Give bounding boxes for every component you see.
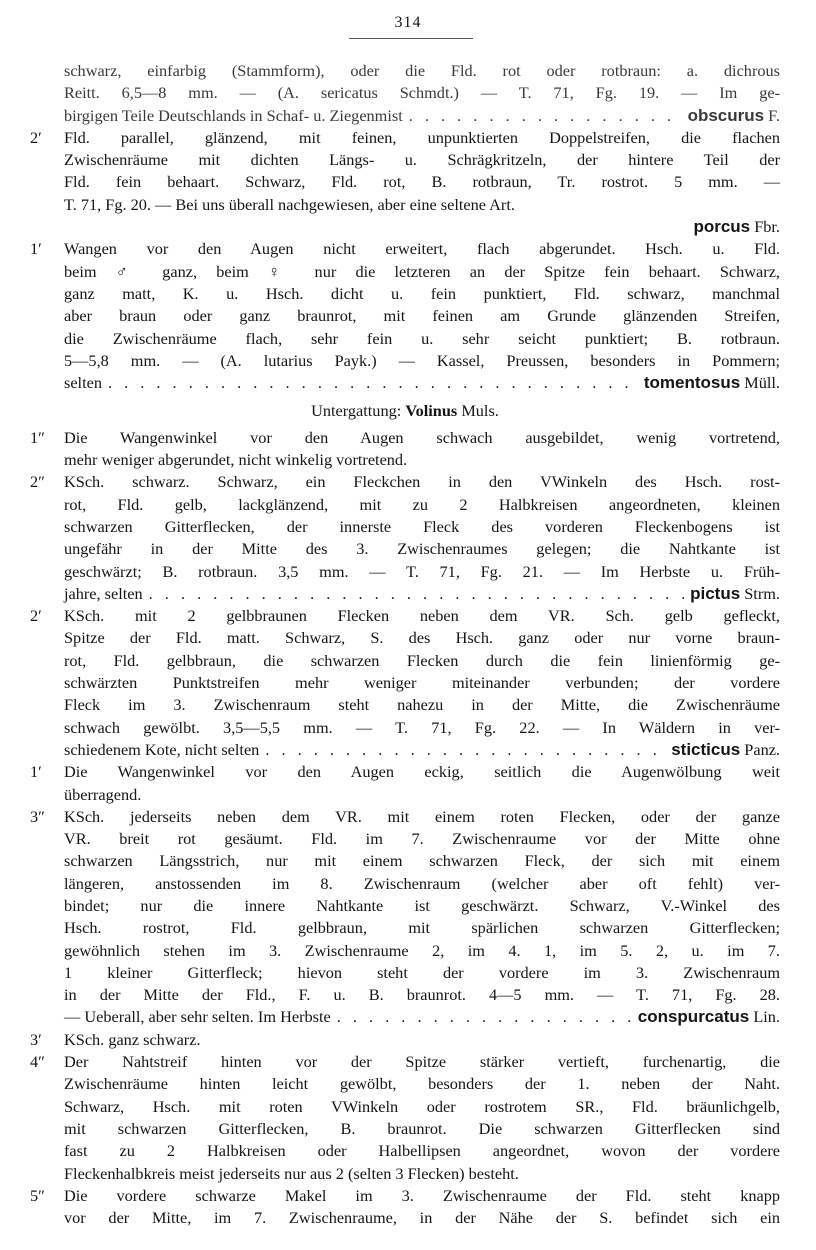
text-line: — Ueberall, aber sehr selten. Im Herbste [64, 1007, 331, 1027]
subgenus-prefix: Untergattung: [311, 401, 402, 421]
text-line: vor der Mitte, im 7. Zwischenraume, in der Nähe der S. befindet sich ein [64, 1208, 780, 1228]
key-entry [30, 471, 780, 605]
species-name: sticticus [671, 739, 741, 759]
leader-dots [409, 105, 682, 127]
species-line [64, 583, 780, 605]
key-mark: 3″ [30, 806, 45, 826]
text-line: Der Nahtstreif hinten vor der Spitze stärker vertieft, furchenartig, die [64, 1052, 780, 1072]
text-line: Reitt. 6,5—8 mm. — (A. sericatus Schmdt.) — T. 71, Fg. 19. — Im ge- [64, 83, 780, 103]
text-line: Zwischenräume mit dichten Längs- u. Schrägkritzeln, der hintere Teil der [64, 150, 780, 170]
text-line: Hsch. rostrot, Fld. gelbbraun, mit spärlichen schwarzen Gitterflecken; [64, 918, 780, 938]
species-author: Lin. [753, 1007, 780, 1027]
species-line [64, 372, 780, 394]
text-line: beim ♂ ganz, beim ♀ nur die letzteren an der Spitze fein behaart. Schwarz, [64, 261, 780, 281]
text-line: KSch. mit 2 gelbbraunen Flecken neben dem VR. Sch. gelb gefleckt, [64, 606, 780, 626]
text-line: bindet; nur die innere Nahtkante ist geschwärzt. Schwarz, V.-Winkel des [64, 895, 780, 915]
key-entry [30, 1051, 780, 1185]
text-line: mit schwarzen Gitterflecken, B. braunrot. Die schwarzen Gitterflecken sind [64, 1118, 780, 1138]
key-entry [30, 806, 780, 1029]
key-mark: 1′ [30, 762, 42, 782]
text-line: selten [64, 373, 102, 393]
species-line [64, 216, 780, 238]
key-mark: 1″ [30, 427, 45, 447]
species-author: F. [768, 105, 780, 125]
text-line: Fld. parallel, glänzend, mit feinen, unpunktierten Doppelstreifen, die flachen [64, 127, 780, 147]
text-line: geschwärzt; B. rotbraun. 3,5 mm. — T. 71, Fg. 21. — Im Herbste u. Früh- [64, 561, 780, 581]
text-line: VR. breit rot gesäumt. Fld. im 7. Zwischenraume vor der Mitte ohne [64, 829, 780, 849]
species-author: Panz. [744, 739, 780, 759]
key-mark: 2′ [30, 606, 42, 626]
key-entry [30, 605, 780, 761]
text-line: gewöhnlich stehen im 3. Zwischenraume 2, im 4. 1, im 5. 2, u. im 7. [64, 940, 780, 960]
top-continuation [30, 60, 780, 127]
species-name: conspurcatus [637, 1007, 750, 1027]
species-line [64, 739, 780, 761]
text-line: schwarzen Längsstrich, nur mit einem schwarzen Fleck, der sich mit einem [64, 851, 780, 871]
text-line: Fleckenhalbkreis meist jederseits nur aus 2 (selten 3 Flecken) besteht. [64, 1163, 519, 1183]
text-line: KSch. schwarz. Schwarz, ein Fleckchen in den VWinkeln des Hsch. rost- [64, 472, 780, 492]
text-line: Zwischenräume hinten leicht gewölbt, besonders der 1. neben der Naht. [64, 1074, 780, 1094]
key-mark: 5″ [30, 1185, 45, 1205]
key-mark: 1′ [30, 239, 42, 259]
text-line: jahre, selten [64, 583, 143, 603]
page-body [30, 60, 780, 1229]
leader-dots [337, 1006, 632, 1028]
text-line: Die vordere schwarze Makel im 3. Zwischenraume der Fld. steht knapp [64, 1185, 780, 1205]
text-line: fast zu 2 Halbkreisen oder Halbellipsen angeordnet, wovon der vordere [64, 1141, 780, 1161]
key-entry [30, 427, 780, 472]
text-line: 1 kleiner Gitterfleck; hievon steht der vordere im 3. Zwischenraum [64, 962, 780, 982]
text-line: Fld. fein behaart. Schwarz, Fld. rot, B. rotbraun, Tr. rostrot. 5 mm. — [64, 172, 780, 192]
page-number: 314 [394, 14, 422, 31]
species-name: obscurus [687, 105, 765, 125]
species-name: pictus [690, 583, 741, 603]
text-line: Schwarz, Hsch. mit roten VWinkeln oder rostrotem SR., Fld. bräunlichgelb, [64, 1096, 780, 1116]
key-entry [30, 238, 780, 394]
species-line [64, 105, 780, 127]
leader-dots [149, 583, 684, 605]
text-line: 5—5,8 mm. — (A. lutarius Payk.) — Kassel, Preussen, besonders in Pommern; [64, 350, 780, 370]
species-author: Müll. [744, 373, 780, 393]
text-line: KSch. ganz schwarz. [64, 1029, 201, 1049]
text-line: ganz matt, K. u. Hsch. dicht u. fein punktiert, Fld. schwarz, manchmal [64, 283, 780, 303]
leader-dots [265, 739, 665, 761]
text-line: die Zwischenräume flach, sehr fein u. sehr seicht punktiert; B. rotbraun. [64, 328, 780, 348]
text-line: überragend. [64, 784, 142, 804]
text-line: rot, Fld. gelbbraun, die schwarzen Flecken durch die fein linienförmig ge- [64, 650, 780, 670]
text-line: birgigen Teile Deutschlands in Schaf- u. Ziegenmist [64, 105, 403, 125]
key-entry [30, 1029, 780, 1051]
key-entry [30, 761, 780, 806]
text-line: Die Wangenwinkel vor den Augen schwach ausgebildet, wenig vortretend, [64, 427, 780, 447]
key-entry [30, 1185, 780, 1230]
subgenus-author: Muls. [461, 401, 499, 421]
text-line: schwarz, einfarbig (Stammform), oder die Fld. rot oder rotbraun: a. dichrous [64, 61, 780, 80]
key-mark: 3′ [30, 1029, 42, 1049]
species-author: Strm. [744, 583, 780, 603]
text-line: KSch. jederseits neben dem VR. mit einem roten Flecken, oder der ganze [64, 806, 780, 826]
species-author: Fbr. [754, 217, 780, 237]
text-line: aber braun oder ganz braunrot, mit feinen am Grunde glänzenden Streifen, [64, 306, 780, 326]
leader-dots [108, 372, 638, 394]
key-mark: 4″ [30, 1052, 45, 1072]
text-line: rot, Fld. gelb, lackglänzend, mit zu 2 Halbkreisen angeordneten, kleinen [64, 494, 780, 514]
text-line: T. 71, Fg. 20. — Bei uns überall nachgewiesen, aber eine seltene Art. [64, 194, 515, 214]
text-line: Fleck im 3. Zwischenraum steht nahezu in der Mitte, die Zwischenräume [64, 695, 780, 715]
subgenus-heading [30, 400, 780, 422]
text-line: Wangen vor den Augen nicht erweitert, flach abgerundet. Hsch. u. Fld. [64, 239, 780, 259]
species-line [64, 1006, 780, 1028]
key-mark: 2′ [30, 127, 42, 147]
text-line: Spitze der Fld. matt. Schwarz, S. des Hsch. ganz oder nur vorne braun- [64, 628, 780, 648]
species-name: porcus [693, 217, 751, 237]
text-line: mehr weniger abgerundet, nicht winkelig vortretend. [64, 450, 408, 470]
text-line: ungefähr in der Mitte des 3. Zwischenraumes gelegen; die Nahtkante ist [64, 539, 780, 559]
text-line: längeren, anstossenden im 8. Zwischenraum (welcher aber oft fehlt) ver- [64, 873, 780, 893]
header-rule [349, 38, 473, 39]
text-line: schiedenem Kote, nicht selten [64, 739, 260, 759]
subgenus-name: Volinus [405, 401, 458, 421]
key-entry [30, 127, 780, 238]
text-line: in der Mitte der Fld., F. u. B. braunrot. 4—5 mm. — T. 71, Fg. 28. [64, 985, 780, 1005]
text-line: schwach gewölbt. 3,5—5,5 mm. — T. 71, Fg. 22. — In Wäldern in ver- [64, 717, 780, 737]
text-line: Die Wangenwinkel vor den Augen eckig, seitlich die Augenwölbung weit [64, 762, 780, 782]
key-mark: 2″ [30, 472, 45, 492]
text-line: schwarzen Gitterflecken, der innerste Fleck des vorderen Fleckenbogens ist [64, 516, 780, 536]
species-name: tomentosus [643, 373, 741, 393]
text-line: schwärzten Punktstreifen mehr weniger miteinander verbunden; der vordere [64, 673, 780, 693]
